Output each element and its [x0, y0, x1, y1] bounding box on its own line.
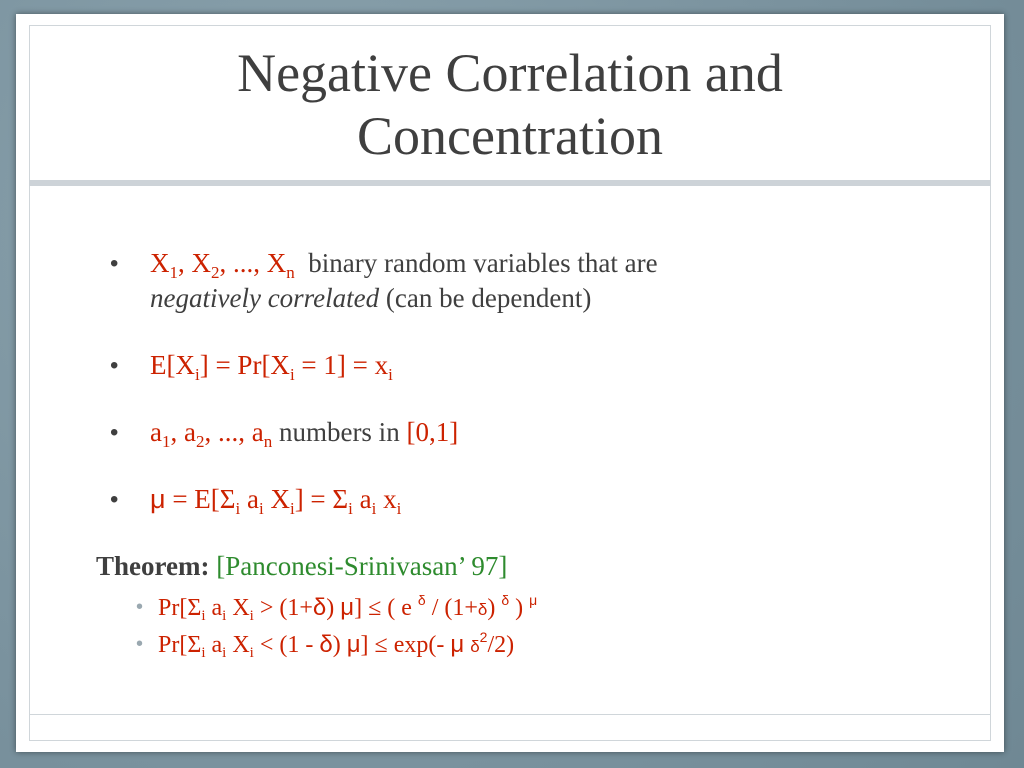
unit-interval: [0,1] — [406, 417, 459, 447]
sub-bullet-dot-icon: • — [136, 596, 144, 618]
bullet-dot-icon: • — [110, 250, 119, 277]
theorem-citation: [Panconesi-Srinivasan’ 97] — [216, 551, 508, 581]
mean-formula: $\mu = E[\Sigma_i$ $a_i$ $X_i] = \Sigma_i$ $a_i$ $x_i$ — [150, 484, 402, 518]
title-line-1: Negative Correlation and — [237, 43, 783, 103]
theorem-heading — [96, 549, 970, 584]
bullet-random-variables — [110, 246, 970, 316]
variables-description: binary random variables that are — [308, 248, 658, 278]
bullet-dot-icon: • — [110, 419, 119, 446]
slide — [16, 14, 1004, 752]
upper-tail-bound — [136, 590, 970, 627]
bullet-expectation — [110, 348, 970, 383]
theorem-bounds — [96, 590, 970, 664]
slide-title — [237, 42, 783, 168]
bullet-mean — [110, 482, 970, 517]
coefficients-list: $a_1$, $a_2$, ..., $a_n$ — [150, 417, 273, 451]
title-divider — [29, 180, 991, 186]
coefficients-description: numbers in — [272, 417, 407, 447]
footer-divider — [29, 714, 991, 715]
theorem-label: Theorem: — [96, 551, 210, 581]
variables-list: $X_1$, $X_2$, ..., $X_n$ — [150, 248, 295, 282]
negatively-correlated-text: negatively correlated — [150, 283, 380, 313]
expectation-formula: $E[X_i] = Pr[X_i = 1] = x_i$ — [150, 350, 393, 384]
dependent-note: (can be dependent) — [385, 283, 592, 313]
sub-bullet-dot-icon: • — [136, 633, 144, 655]
slide-body — [96, 246, 970, 664]
bullet-coefficients — [110, 415, 970, 450]
lower-tail-bound — [136, 627, 970, 664]
bullet-dot-icon: • — [110, 486, 119, 513]
title-area — [29, 25, 991, 185]
title-line-2: Concentration — [357, 106, 663, 166]
lower-tail-formula: $Pr[\Sigma_i$ $a_i$ $X_i < (1 - \delta) \mu] \le \exp(-$ μ $\delta^2/2$) — [158, 629, 515, 661]
bullet-dot-icon: • — [110, 352, 119, 379]
upper-tail-formula: $Pr[\Sigma_i$ $a_i$ $X_i > (1+\delta) \mu$] ≤ ( e $^\delta$ / (1+δ) $^\delta$ ) $^\mu$ — [158, 592, 538, 624]
